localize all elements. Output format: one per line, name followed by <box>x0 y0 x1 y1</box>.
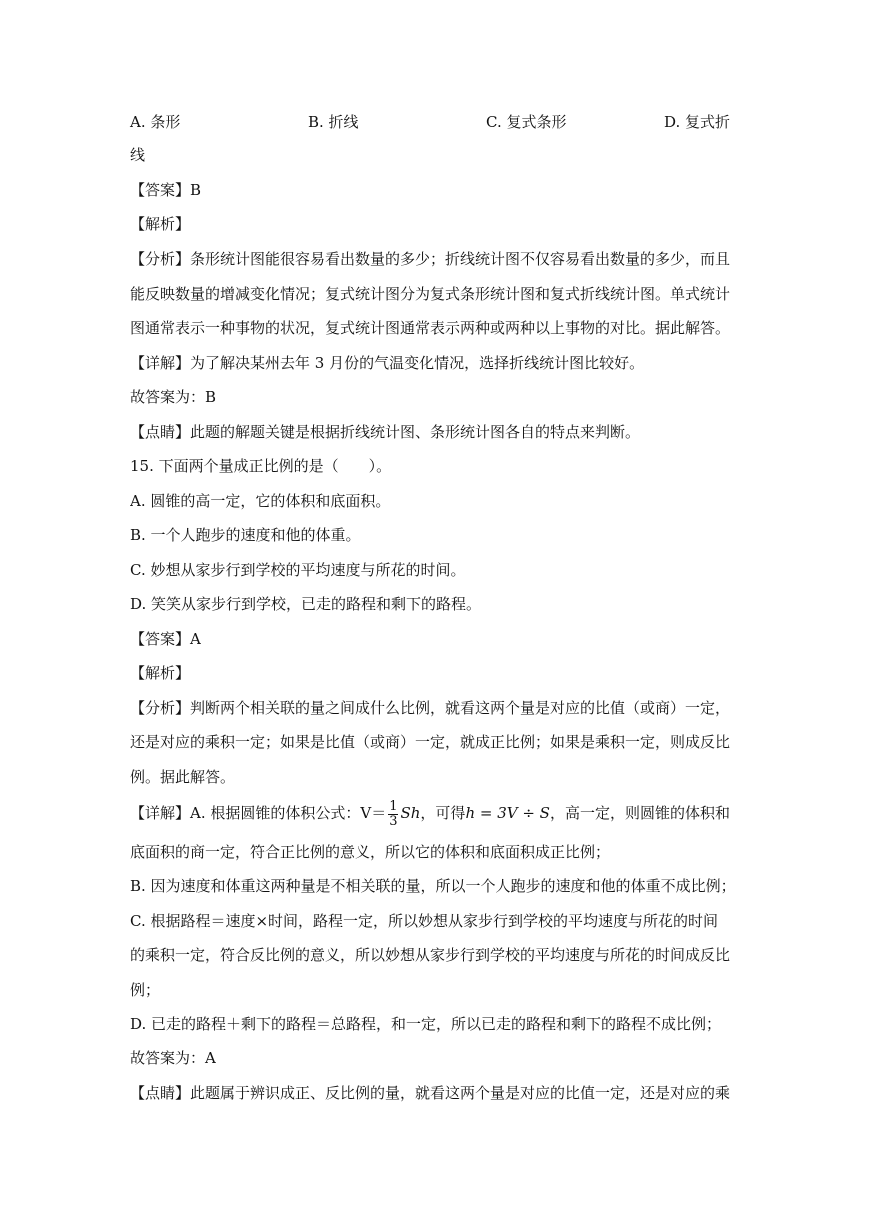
analysis-heading: 【解析】 <box>130 664 191 682</box>
conclusion-line: 故答案为：B <box>130 388 217 406</box>
detail-text: 【详解】A. 根据圆锥的体积公式：V＝ <box>130 804 387 822</box>
option-d: D. 复式折 <box>664 113 731 131</box>
question-option: D. 笑笑从家步行到学校，已走的路程和剩下的路程。 <box>130 595 482 613</box>
detail-text: 例； <box>130 981 161 999</box>
detail-text: ，可得 <box>420 804 466 822</box>
question-option: A. 圆锥的高一定，它的体积和底面积。 <box>130 492 391 510</box>
fraction-numerator: 1 <box>389 798 398 814</box>
detail-formula-line <box>130 798 740 832</box>
analysis-text: 例。据此解答。 <box>130 768 236 786</box>
detail-text: 【详解】为了解决某州去年 3 月份的气温变化情况，选择折线统计图比较好。 <box>130 354 645 372</box>
fraction-denominator: 3 <box>389 813 398 829</box>
analysis-text: 【分析】条形统计图能很容易看出数量的多少；折线统计图不仅容易看出数量的多少，而且 <box>130 250 731 268</box>
fraction-one-third <box>388 800 398 829</box>
answer-line: 【答案】A <box>130 630 201 648</box>
analysis-text: 能反映数量的增减变化情况；复式统计图分为复式条形统计图和复式折线统计图。单式统计 <box>130 285 731 303</box>
option-b: B. 折线 <box>308 113 359 131</box>
question-stem: 15. 下面两个量成正比例的是（ ）。 <box>130 457 392 475</box>
detail-text: D. 已走的路程＋剩下的路程＝总路程，和一定，所以已走的路程和剩下的路程不成比例； <box>130 1015 722 1033</box>
detail-text: C. 根据路程＝速度×时间，路程一定，所以妙想从家步行到学校的平均速度与所花的时间 <box>130 912 719 930</box>
option-d-wrap: 线 <box>130 146 146 164</box>
question-option: C. 妙想从家步行到学校的平均速度与所花的时间。 <box>130 561 466 579</box>
analysis-text: 还是对应的乘积一定；如果是比值（或商）一定，就成正比例；如果是乘积一定，则成反比 <box>130 733 731 751</box>
answer-line: 【答案】B <box>130 181 202 199</box>
detail-text: 的乘积一定，符合反比例的意义，所以妙想从家步行到学校的平均速度与所花的时间成反比 <box>130 946 731 964</box>
analysis-heading: 【解析】 <box>130 215 191 233</box>
detail-text: B. 因为速度和体重这两种量是不相关联的量，所以一个人跑步的速度和他的体重不成比例； <box>130 877 736 895</box>
formula-h: h = 3V ÷ S <box>465 804 550 822</box>
option-c: C. 复式条形 <box>486 113 567 131</box>
analysis-text: 【分析】判断两个相关联的量之间成什么比例，就看这两个量是对应的比值（或商）一定， <box>130 699 731 717</box>
key-point-text: 【点睛】此题属于辨识成正、反比例的量，就看这两个量是对应的比值一定，还是对应的乘 <box>130 1084 731 1102</box>
key-point-text: 【点睛】此题的解题关键是根据折线统计图、条形统计图各自的特点来判断。 <box>130 423 641 441</box>
option-a: A. 条形 <box>130 113 181 131</box>
detail-text: ，高一定，则圆锥的体积和 <box>549 804 730 822</box>
conclusion-line: 故答案为：A <box>130 1049 216 1067</box>
analysis-text: 图通常表示一种事物的状况，复式统计图通常表示两种或两种以上事物的对比。据此解答。 <box>130 319 731 337</box>
detail-text: 底面积的商一定，符合正比例的意义，所以它的体积和底面积成正比例； <box>130 843 611 861</box>
question-option: B. 一个人跑步的速度和他的体重。 <box>130 526 361 544</box>
formula-sh: Sh <box>400 804 421 822</box>
